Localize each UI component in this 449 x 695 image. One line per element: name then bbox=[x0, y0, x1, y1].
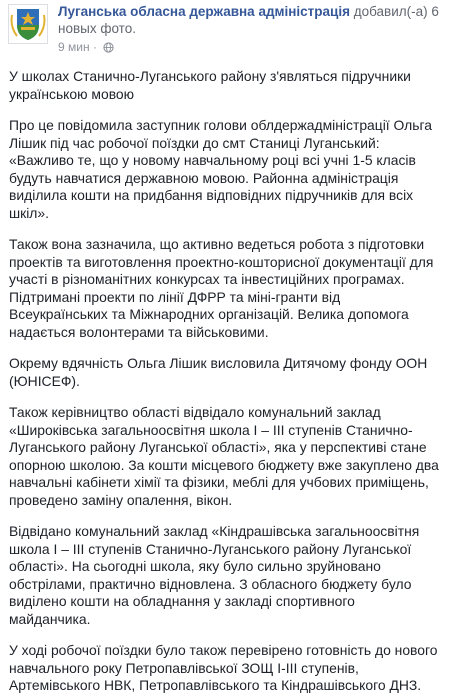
post-paragraph: Також керівництво області відвідало комунальний заклад «Широківська загальноосвітня школа І – ІІІ ступенів Станично-Луганського району Луганської області», яка у перспективі стане опорною школою. За кошти місцевого бюджету вже закуплено два навчальні кабінети хімії та фізики, меблі для учбових приміщень, проведено заміну опалення, вікон. bbox=[9, 404, 439, 508]
globe-icon[interactable] bbox=[103, 42, 114, 56]
post-text bbox=[9, 68, 439, 695]
post-action-text: добавил(-а) 6 новых фото. bbox=[58, 4, 439, 36]
post-subline: 9 мин · bbox=[58, 40, 114, 56]
page-avatar[interactable] bbox=[8, 4, 48, 44]
author-link[interactable]: Луганська обласна державна адміністрація bbox=[58, 4, 350, 19]
coat-of-arms-icon bbox=[9, 5, 47, 43]
post-timestamp[interactable]: 9 мин bbox=[58, 40, 90, 54]
post-paragraph: Про це повідомила заступник голови облдержадміністрації Ольга Лішик під час робочої поїздки до смт Станиці Луганський: «Важливо те, що у новому навчальному році всі учні 1-5 класів будуть навчатися державною мовою. Районна адміністрація виділила кошти на придбання відповідних підручників для всіх шкіл». bbox=[9, 117, 433, 221]
post-paragraph: У ході робочої поїздки було також перевірено готовність до нового навчального року Петропавлівської ЗОЩ І-ІІІ ступенів, Артемівського НВК, Петропавлівського та Кіндрашівського ДНЗ. bbox=[9, 642, 438, 693]
post-paragraph: Також вона зазначила, що активно ведеться робота з підготовки проектів та виготовлення проектно-кошторисної документації для участі в різноманітних конкурсах та інвестиційних програмах. Підтримані проекти по лінії ДФРР та міні-гранти від Всеукраїнських та Міжнародних організацій. Велика допомога надається волонтерами та військовими. bbox=[9, 236, 434, 340]
post-meta bbox=[58, 3, 443, 37]
post-paragraph: У школах Станично-Луганського району з'являться підручники українською мовою bbox=[9, 68, 411, 102]
post-header bbox=[8, 0, 444, 54]
post-paragraph: Окрему вдячність Ольга Лішик висловила Дитячому фонду ООН (ЮНІСЕФ). bbox=[9, 355, 428, 389]
post-paragraph: Відвідано комунальний заклад «Кіндрашівська загальноосвітня школа І – ІІІ ступенів Станично-Луганського району Луганської області». На сьогодні школа, яку було сильно зруйновано обстрілами, практично відновлена. З обласного бюджету було виділено кошти на обладнання у закладі спортивного майданчика. bbox=[9, 523, 420, 627]
